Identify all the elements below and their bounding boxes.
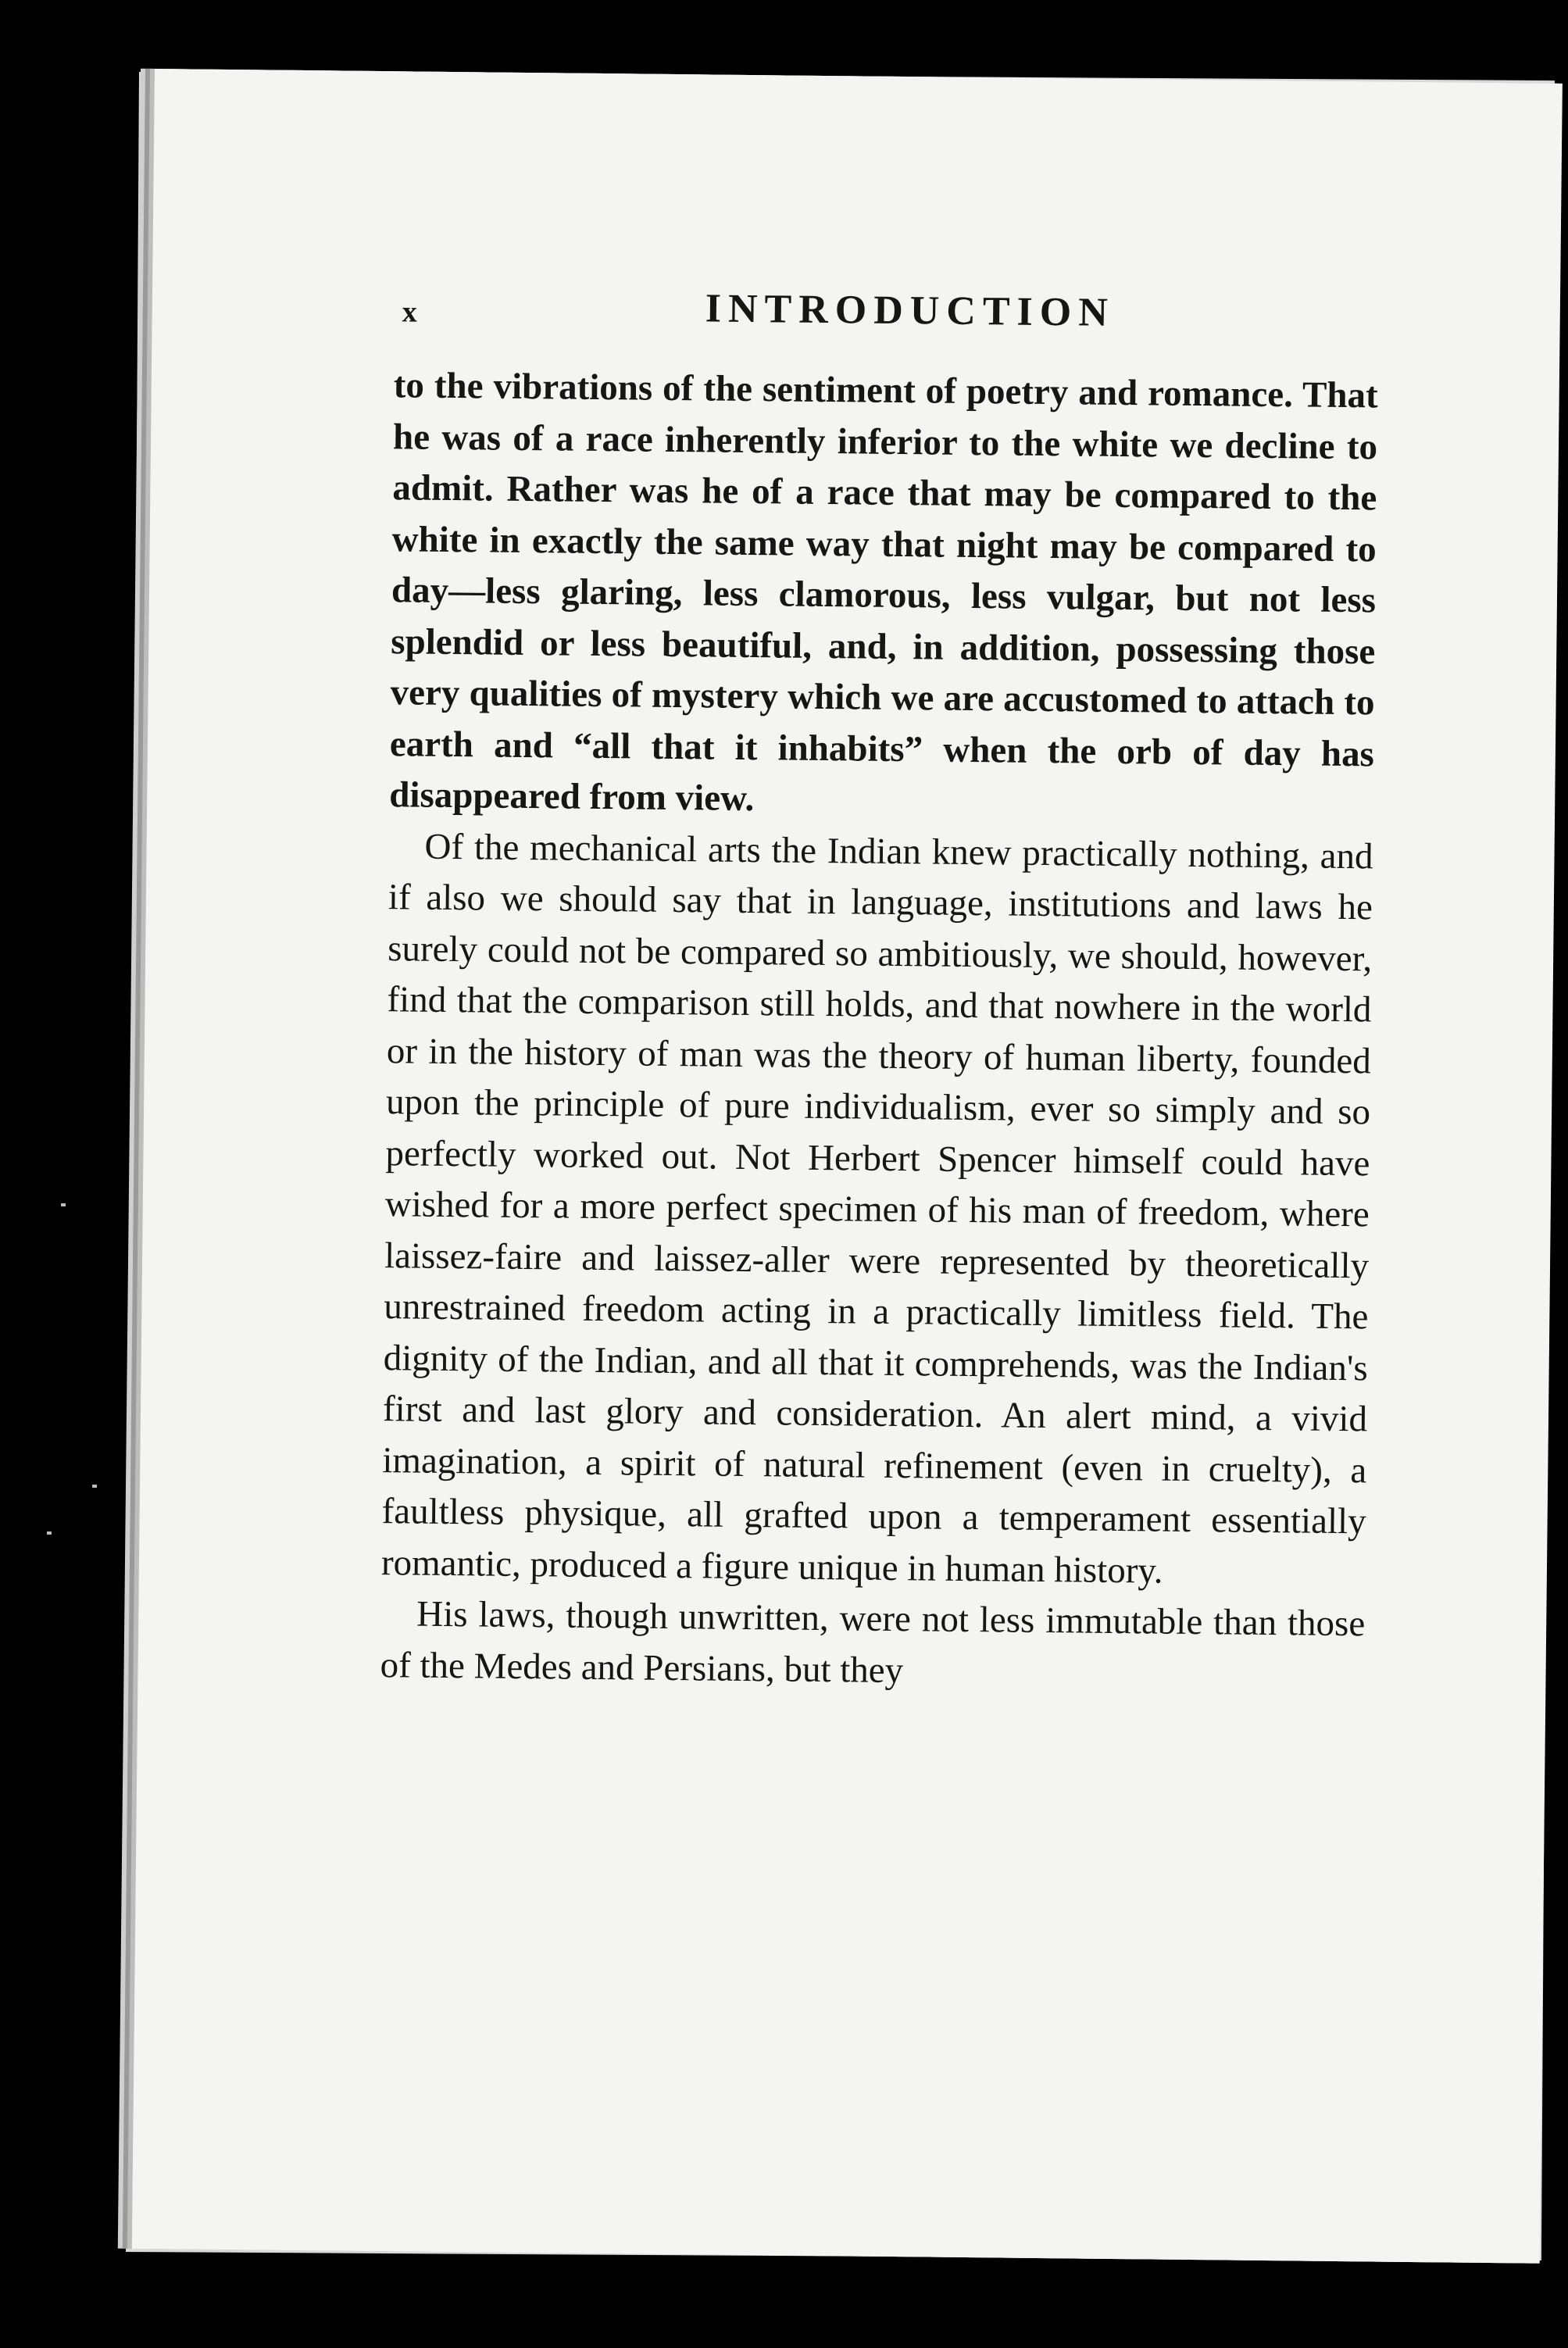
scan-speck <box>61 1203 66 1206</box>
scan-speck <box>47 1531 52 1535</box>
page-number: x <box>402 295 417 329</box>
page-text-block <box>380 282 1379 1701</box>
paragraph-3: His laws, though unwritten, were not less immutable than those of the Medes and Persians, but they <box>380 1593 1366 1691</box>
running-head <box>394 282 1379 363</box>
scan-speck <box>92 1485 97 1488</box>
book-page <box>132 69 1563 2264</box>
paragraph-1: to the vibrations of the sentiment of poetry and romance. That he was of a race inherently inferior to the white we decline to admit. Rather was he of a race that may be compared to the white in exactly the same way that night may be compared to day—less glaring, less clamorous, less vulgar, but not less splendid or less beautiful, and, in addition, possessing those very qualities of mystery which we are accustomed to attach to earth and “all that it inhabits” when the orb of day has disappeared from view. <box>389 365 1378 820</box>
chapter-title: INTRODUCTION <box>705 286 1116 335</box>
paragraph-2: Of the mechanical arts the Indian knew practically nothing, and if also we should say that in language, institutions and laws he surely could not be compared so ambitiously, we should, however, find that the comparison still holds, and that nowhere in the world or in the history of man was the theory of human liberty, founded upon the principle of pure individualism, ever so simply and so perfectly worked out. Not Herbert Spencer himself could have wished for a more perfect specimen of his man of freedom, where laissez-faire and laissez-aller were represented by theoretically unrestrained freedom acting in a practically limitless field. The dignity of the Indian, and all that it comprehends, was the Indian's first and last glory and consideration. An alert mind, a vivid imagination, a spirit of natural refinement (even in cruelty), a faultless physique, all grafted upon a temperament essentially romantic, produced a figure unique in human history. <box>380 826 1373 1592</box>
